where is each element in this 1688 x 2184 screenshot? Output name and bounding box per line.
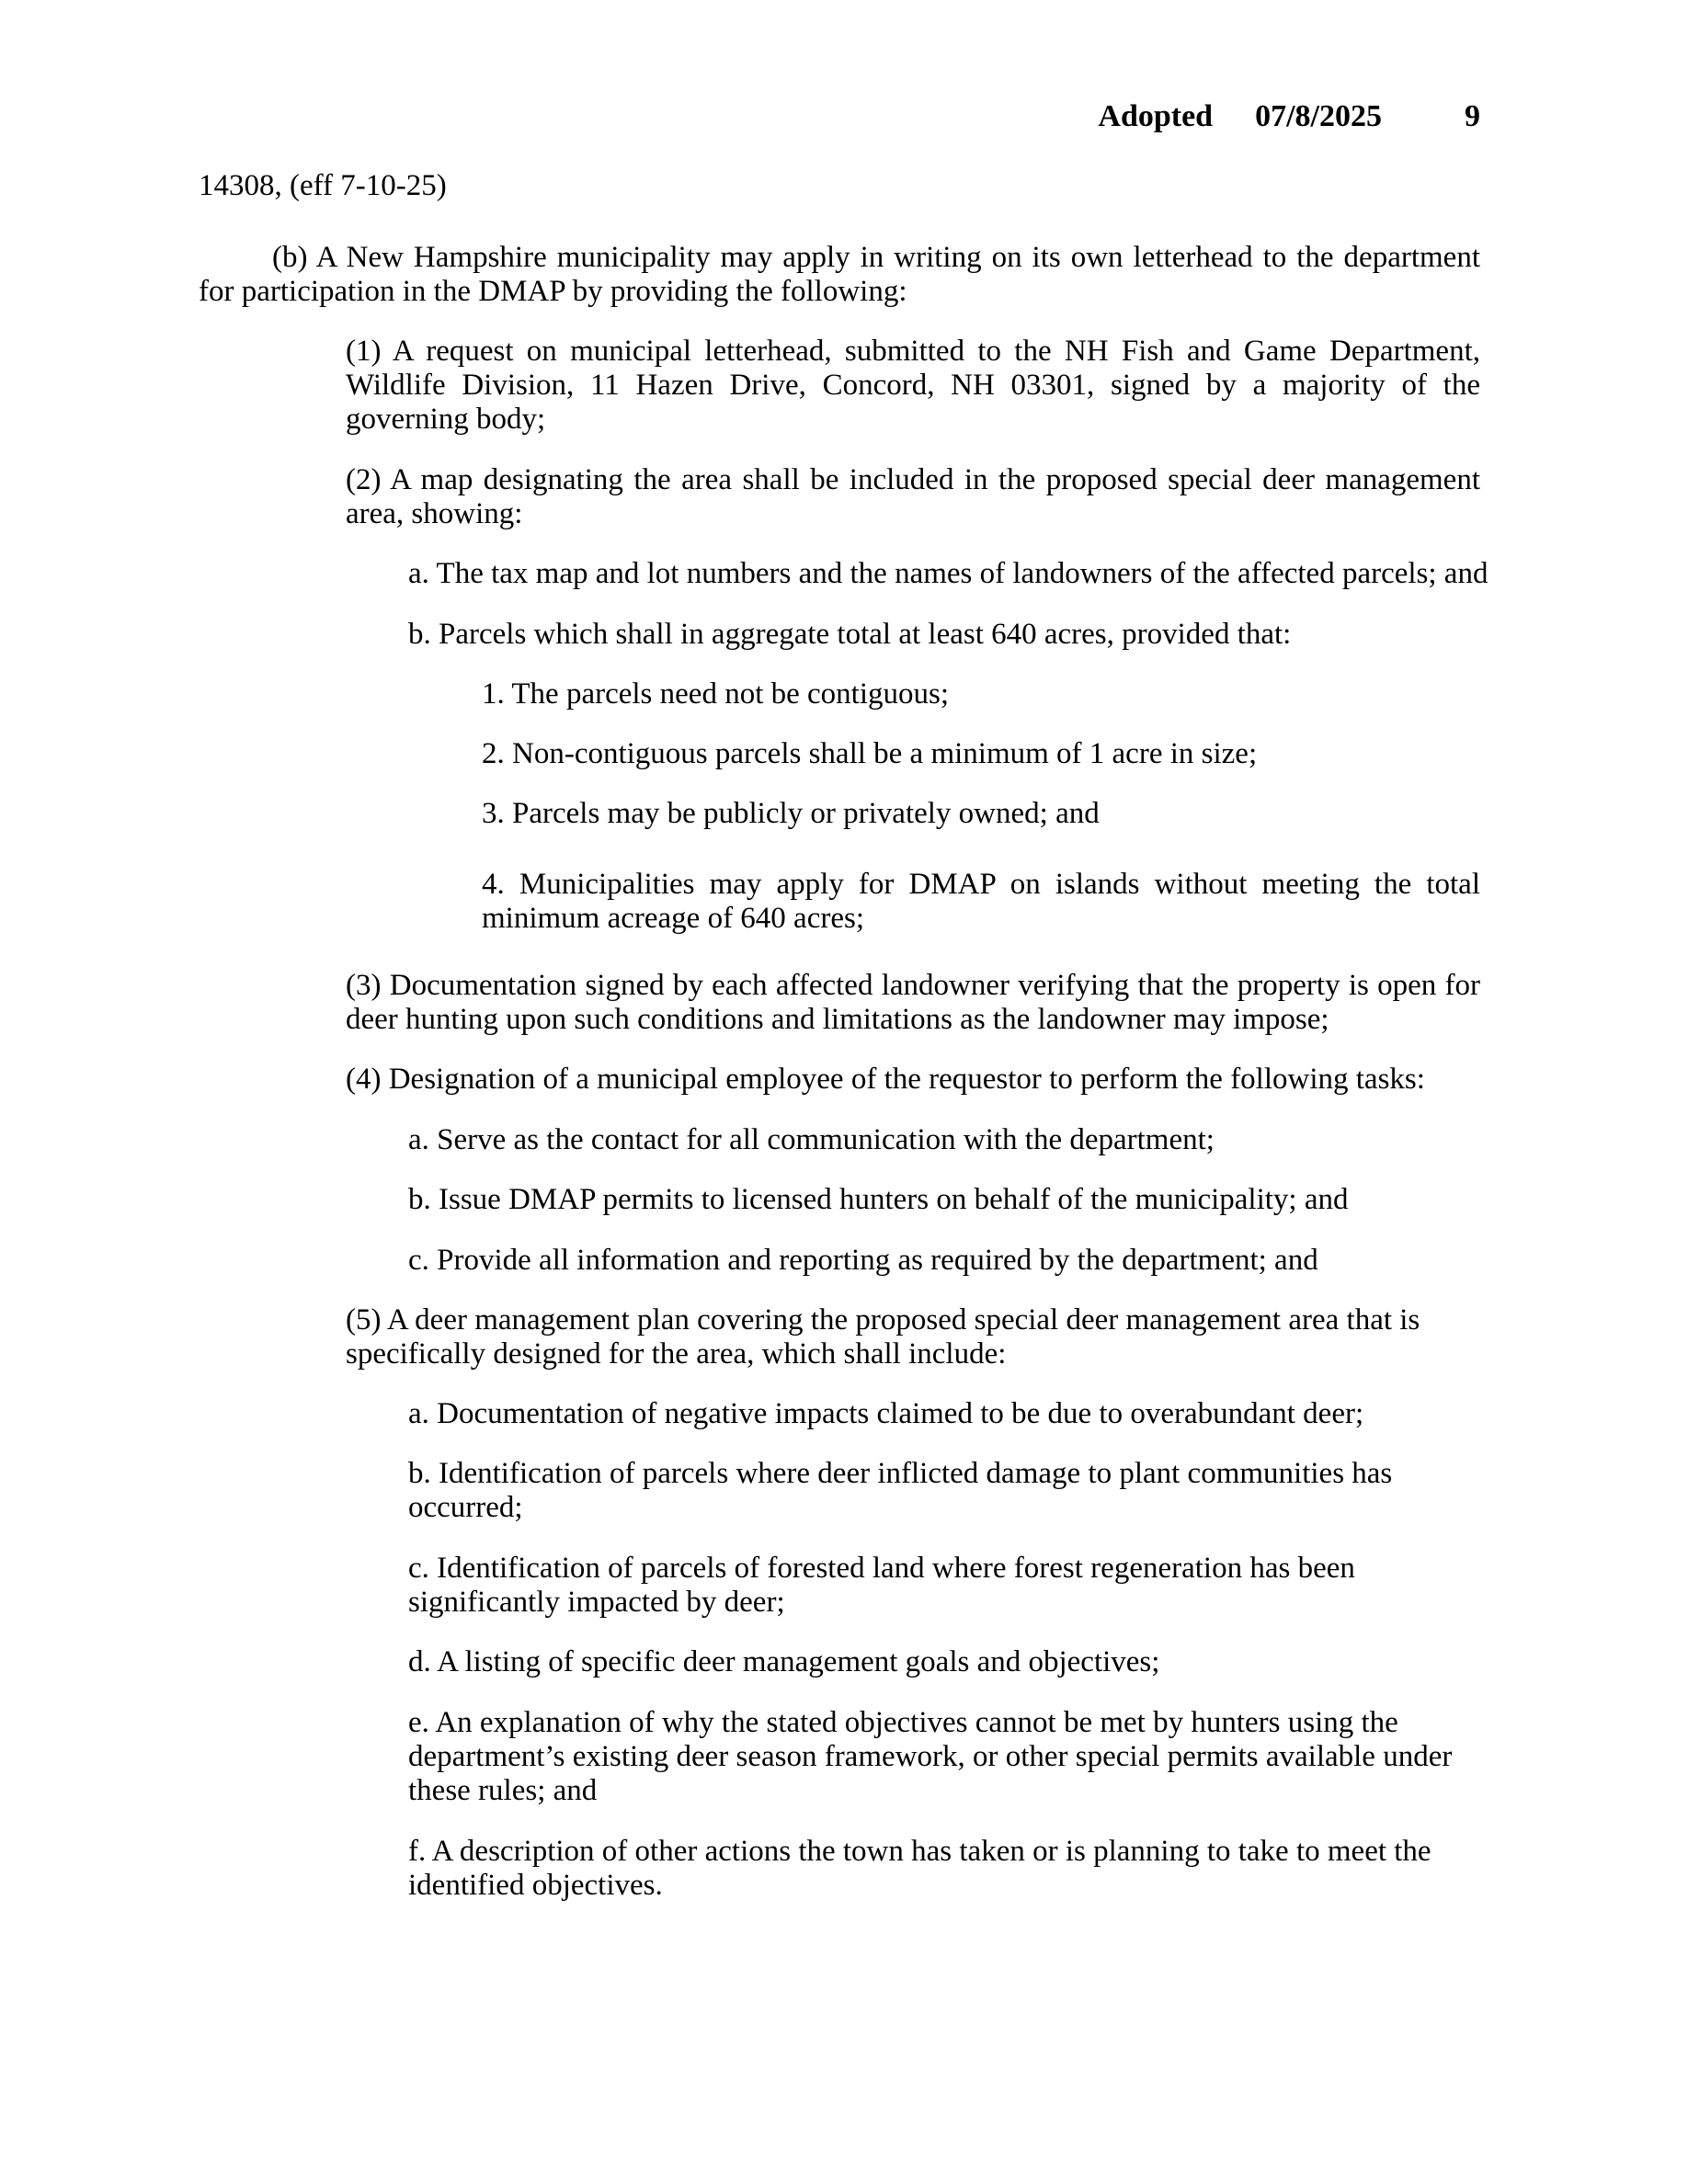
item-5: (5) A deer management plan covering the proposed special deer management area that is specifically designed for the area, which shall include: bbox=[346, 1303, 1420, 1371]
item-2b-2: 2. Non-contiguous parcels shall be a minimum of 1 acre in size; bbox=[482, 737, 1258, 770]
item-3: (3) Documentation signed by each affected landowner verifying that the property is open for deer hunting upon such conditions and limitations as the landowner may impose; bbox=[346, 969, 1480, 1036]
item-2b-1: 1. The parcels need not be contiguous; bbox=[482, 677, 950, 711]
item-4: (4) Designation of a municipal employee of the requestor to perform the following tasks: bbox=[346, 1063, 1425, 1096]
item-1: (1) A request on municipal letterhead, submitted to the NH Fish and Game Department, Wildlife Division, 11 Hazen Drive, Concord, NH 03301, signed by a majority of the governing body; bbox=[346, 335, 1480, 436]
page-number: 9 bbox=[1465, 99, 1480, 133]
adopted-date: 07/8/2025 bbox=[1255, 99, 1382, 133]
item-5c: c. Identification of parcels of forested land where forest regeneration has been significantly impacted by deer; bbox=[408, 1552, 1355, 1619]
item-5e: e. An explanation of why the stated objectives cannot be met by hunters using the department’s existing deer season framework, or other special permits available under these rules; and bbox=[408, 1706, 1453, 1807]
item-5d: d. A listing of specific deer management goals and objectives; bbox=[408, 1645, 1160, 1678]
item-2: (2) A map designating the area shall be included in the proposed special deer management area, showing: bbox=[346, 463, 1480, 530]
page-header bbox=[1098, 99, 1480, 133]
paragraph-b: (b) A New Hampshire municipality may apply in writing on its own letterhead to the department for participation in the DMAP by providing the following: bbox=[199, 241, 1480, 308]
item-4c: c. Provide all information and reporting as required by the department; and bbox=[408, 1244, 1318, 1277]
adopted-label: Adopted bbox=[1098, 99, 1214, 133]
item-2b: b. Parcels which shall in aggregate total at least 640 acres, provided that: bbox=[408, 618, 1292, 651]
item-2b-4: 4. Municipalities may apply for DMAP on islands without meeting the total minimum acreage of 640 acres; bbox=[482, 868, 1480, 935]
item-5f: f. A description of other actions the town has taken or is planning to take to meet the identified objectives. bbox=[408, 1835, 1431, 1902]
item-4a: a. Serve as the contact for all communication with the department; bbox=[408, 1123, 1215, 1156]
item-5a: a. Documentation of negative impacts claimed to be due to overabundant deer; bbox=[408, 1397, 1364, 1430]
item-5b: b. Identification of parcels where deer inflicted damage to plant communities has occurred; bbox=[408, 1457, 1393, 1524]
item-4b: b. Issue DMAP permits to licensed hunters on behalf of the municipality; and bbox=[408, 1183, 1349, 1216]
item-2a: a. The tax map and lot numbers and the names of landowners of the affected parcels; and bbox=[408, 557, 1488, 590]
source-note: 14308, (eff 7-10-25) bbox=[199, 169, 447, 202]
item-2b-3: 3. Parcels may be publicly or privately owned; and bbox=[482, 797, 1100, 830]
